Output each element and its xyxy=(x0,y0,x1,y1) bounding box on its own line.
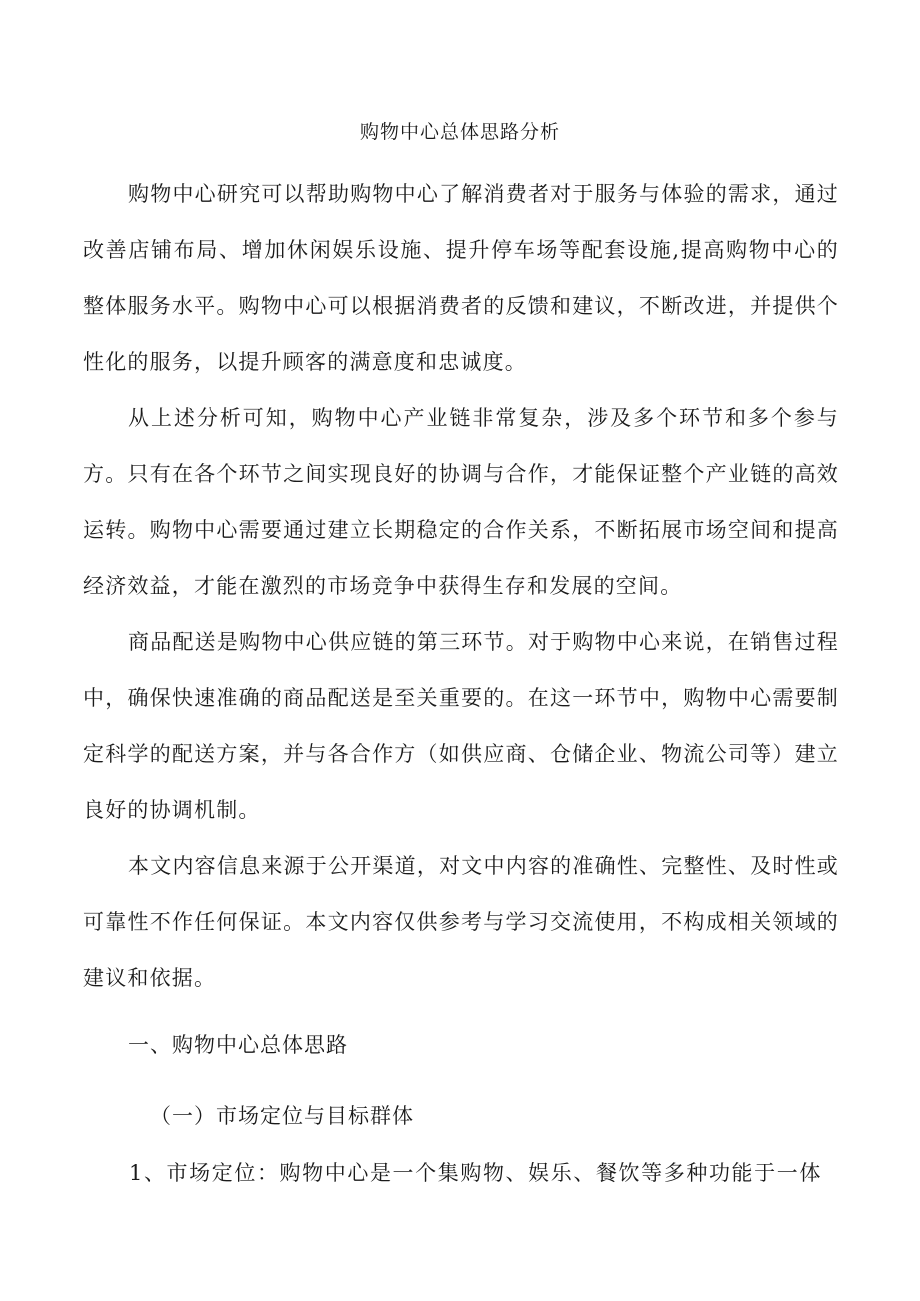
body-paragraph: 购物中心研究可以帮助购物中心了解消费者对于服务与体验的需求，通过改善店铺布局、增加休闲娱乐设施、提升停车场等配套设施,提高购物中心的整体服务水平。购物中心可以根据消费者的反馈和建议，不断改进，并提供个性化的服务，以提升顾客的满意度和忠诚度。 xyxy=(83,182,839,374)
document-title: 购物中心总体思路分析 xyxy=(359,121,560,143)
subsection-heading: （一）市场定位与目标群体 xyxy=(150,1104,414,1128)
list-item: 1、市场定位：购物中心是一个集购物、娱乐、餐饮等多种功能于一体 xyxy=(129,1161,822,1185)
body-paragraph: 从上述分析可知，购物中心产业链非常复杂，涉及多个环节和多个参与方。只有在各个环节之间实现良好的协调与合作，才能保证整个产业链的高效运转。购物中心需要通过建立长期稳定的合作关系，不断拓展市场空间和提高经济效益，才能在激烈的市场竞争中获得生存和发展的空间。 xyxy=(83,406,839,598)
body-paragraph: 商品配送是购物中心供应链的第三环节。对于购物中心来说，在销售过程中，确保快速准确的商品配送是至关重要的。在这一环节中，购物中心需要制定科学的配送方案，并与各合作方（如供应商、仓储企业、物流公司等）建立良好的协调机制。 xyxy=(83,630,839,822)
section-heading: 一、购物中心总体思路 xyxy=(128,1033,348,1057)
disclaimer-paragraph: 本文内容信息来源于公开渠道，对文中内容的准确性、完整性、及时性或可靠性不作任何保证。本文内容仅供参考与学习交流使用，不构成相关领域的建议和依据。 xyxy=(83,854,839,990)
